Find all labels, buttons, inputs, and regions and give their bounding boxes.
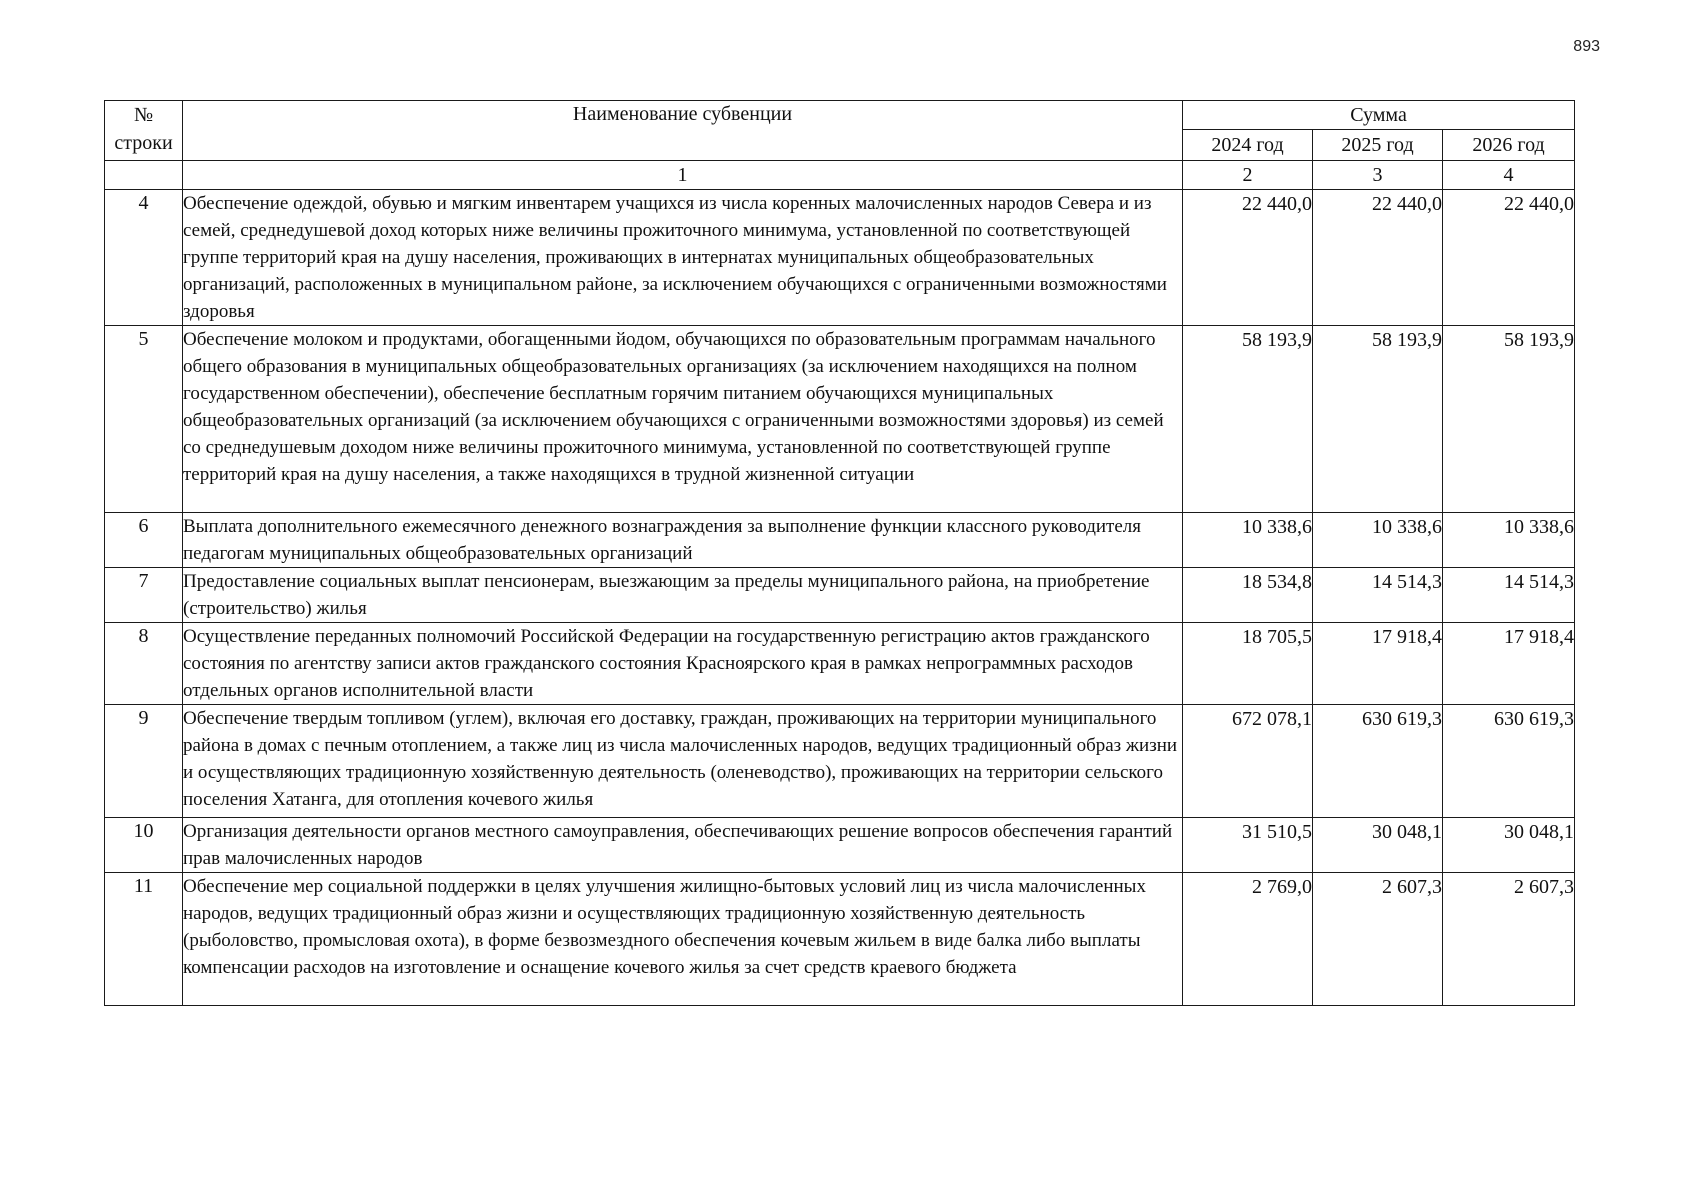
subvention-table: [104, 100, 1575, 1006]
amount-2024: 672 078,1: [1183, 705, 1313, 818]
table-row: [105, 818, 1575, 873]
header-year-2024: 2024 год: [1183, 130, 1313, 161]
column-number-1: 1: [183, 161, 1183, 190]
header-sum: Сумма: [1183, 101, 1575, 130]
amount-2026: 22 440,0: [1443, 190, 1575, 326]
column-number-row: [105, 161, 1575, 190]
row-number: 7: [105, 568, 183, 623]
subvention-name: Обеспечение молоком и продуктами, обогащенными йодом, обучающихся по образовательным программам начального общего образования в муниципальных общеобразовательных организациях (за исключением находящихся на полном государственном обеспечении), обеспечение бесплатным горячим питанием обучающихся муниципальных общеобразовательных организаций (за исключением обучающихся с ограниченными возможностями здоровья) из семей со среднедушевым доходом ниже величины прожиточного минимума, установленной по соответствующей группе территорий края на душу населения, а также находящихся в трудной жизненной ситуации: [183, 326, 1183, 513]
column-number-0: [105, 161, 183, 190]
subvention-name: Предоставление социальных выплат пенсионерам, выезжающим за пределы муниципального района, на приобретение (строительство) жилья: [183, 568, 1183, 623]
amount-2025: 17 918,4: [1313, 623, 1443, 705]
amount-2025: 2 607,3: [1313, 873, 1443, 1006]
header-row-top: [105, 101, 1575, 130]
row-number: 5: [105, 326, 183, 513]
amount-2026: 30 048,1: [1443, 818, 1575, 873]
subvention-name: Обеспечение одеждой, обувью и мягким инвентарем учащихся из числа коренных малочисленных народов Севера и из семей, среднедушевой доход которых ниже величины прожиточного минимума, установленной по соответствующей группе территорий края на душу населения, проживающих в интернатах муниципальных общеобразовательных организаций, расположенных в муниципальном районе, за исключением обучающихся с ограниченными возможностями здоровья: [183, 190, 1183, 326]
row-number: 10: [105, 818, 183, 873]
amount-2026: 58 193,9: [1443, 326, 1575, 513]
column-number-3: 3: [1313, 161, 1443, 190]
amount-2026: 14 514,3: [1443, 568, 1575, 623]
subvention-name: Обеспечение мер социальной поддержки в целях улучшения жилищно-бытовых условий лиц из числа малочисленных народов, ведущих традиционный образ жизни и осуществляющих традиционную хозяйственную деятельность (рыболовство, промысловая охота), в форме безвозмездного обеспечения кочевым жильем в виде балка либо выплаты компенсации расходов на изготовление и оснащение кочевого жилья за счет средств краевого бюджета: [183, 873, 1183, 1006]
amount-2024: 31 510,5: [1183, 818, 1313, 873]
subvention-name: Обеспечение твердым топливом (углем), включая его доставку, граждан, проживающих на территории муниципального района в домах с печным отоплением, а также лиц из числа малочисленных народов, ведущих традиционный образ жизни и осуществляющих традиционную хозяйственную деятельность (оленеводство), проживающих на территории сельского поселения Хатанга, для отопления кочевого жилья: [183, 705, 1183, 818]
amount-2026: 2 607,3: [1443, 873, 1575, 1006]
subvention-name: Осуществление переданных полномочий Российской Федерации на государственную регистрацию актов гражданского состояния по агентству записи актов гражданского состояния Красноярского края в рамках непрограммных расходов отдельных органов исполнительной власти: [183, 623, 1183, 705]
amount-2024: 58 193,9: [1183, 326, 1313, 513]
table-row: [105, 873, 1575, 1006]
column-number-2: 2: [1183, 161, 1313, 190]
header-subvention-name: Наименование субвенции: [183, 101, 1183, 161]
amount-2024: 18 705,5: [1183, 623, 1313, 705]
subvention-table-container: [104, 100, 1574, 1006]
table-row: [105, 326, 1575, 513]
row-number: 9: [105, 705, 183, 818]
row-number: 6: [105, 513, 183, 568]
amount-2025: 22 440,0: [1313, 190, 1443, 326]
header-row-number: № строки: [105, 101, 183, 161]
table-row: [105, 190, 1575, 326]
header-year-2025: 2025 год: [1313, 130, 1443, 161]
amount-2025: 630 619,3: [1313, 705, 1443, 818]
amount-2025: 10 338,6: [1313, 513, 1443, 568]
subvention-name: Организация деятельности органов местного самоуправления, обеспечивающих решение вопросов обеспечения гарантий прав малочисленных народов: [183, 818, 1183, 873]
amount-2024: 18 534,8: [1183, 568, 1313, 623]
row-number: 4: [105, 190, 183, 326]
amount-2026: 17 918,4: [1443, 623, 1575, 705]
subvention-name: Выплата дополнительного ежемесячного денежного вознаграждения за выполнение функции классного руководителя педагогам муниципальных общеобразовательных организаций: [183, 513, 1183, 568]
table-row: [105, 623, 1575, 705]
row-number: 11: [105, 873, 183, 1006]
amount-2026: 10 338,6: [1443, 513, 1575, 568]
amount-2024: 22 440,0: [1183, 190, 1313, 326]
table-row: [105, 705, 1575, 818]
row-number: 8: [105, 623, 183, 705]
column-number-4: 4: [1443, 161, 1575, 190]
amount-2025: 58 193,9: [1313, 326, 1443, 513]
amount-2026: 630 619,3: [1443, 705, 1575, 818]
amount-2024: 2 769,0: [1183, 873, 1313, 1006]
table-row: [105, 513, 1575, 568]
amount-2025: 14 514,3: [1313, 568, 1443, 623]
table-row: [105, 568, 1575, 623]
amount-2025: 30 048,1: [1313, 818, 1443, 873]
amount-2024: 10 338,6: [1183, 513, 1313, 568]
header-year-2026: 2026 год: [1443, 130, 1575, 161]
page-number: 893: [1573, 38, 1600, 55]
